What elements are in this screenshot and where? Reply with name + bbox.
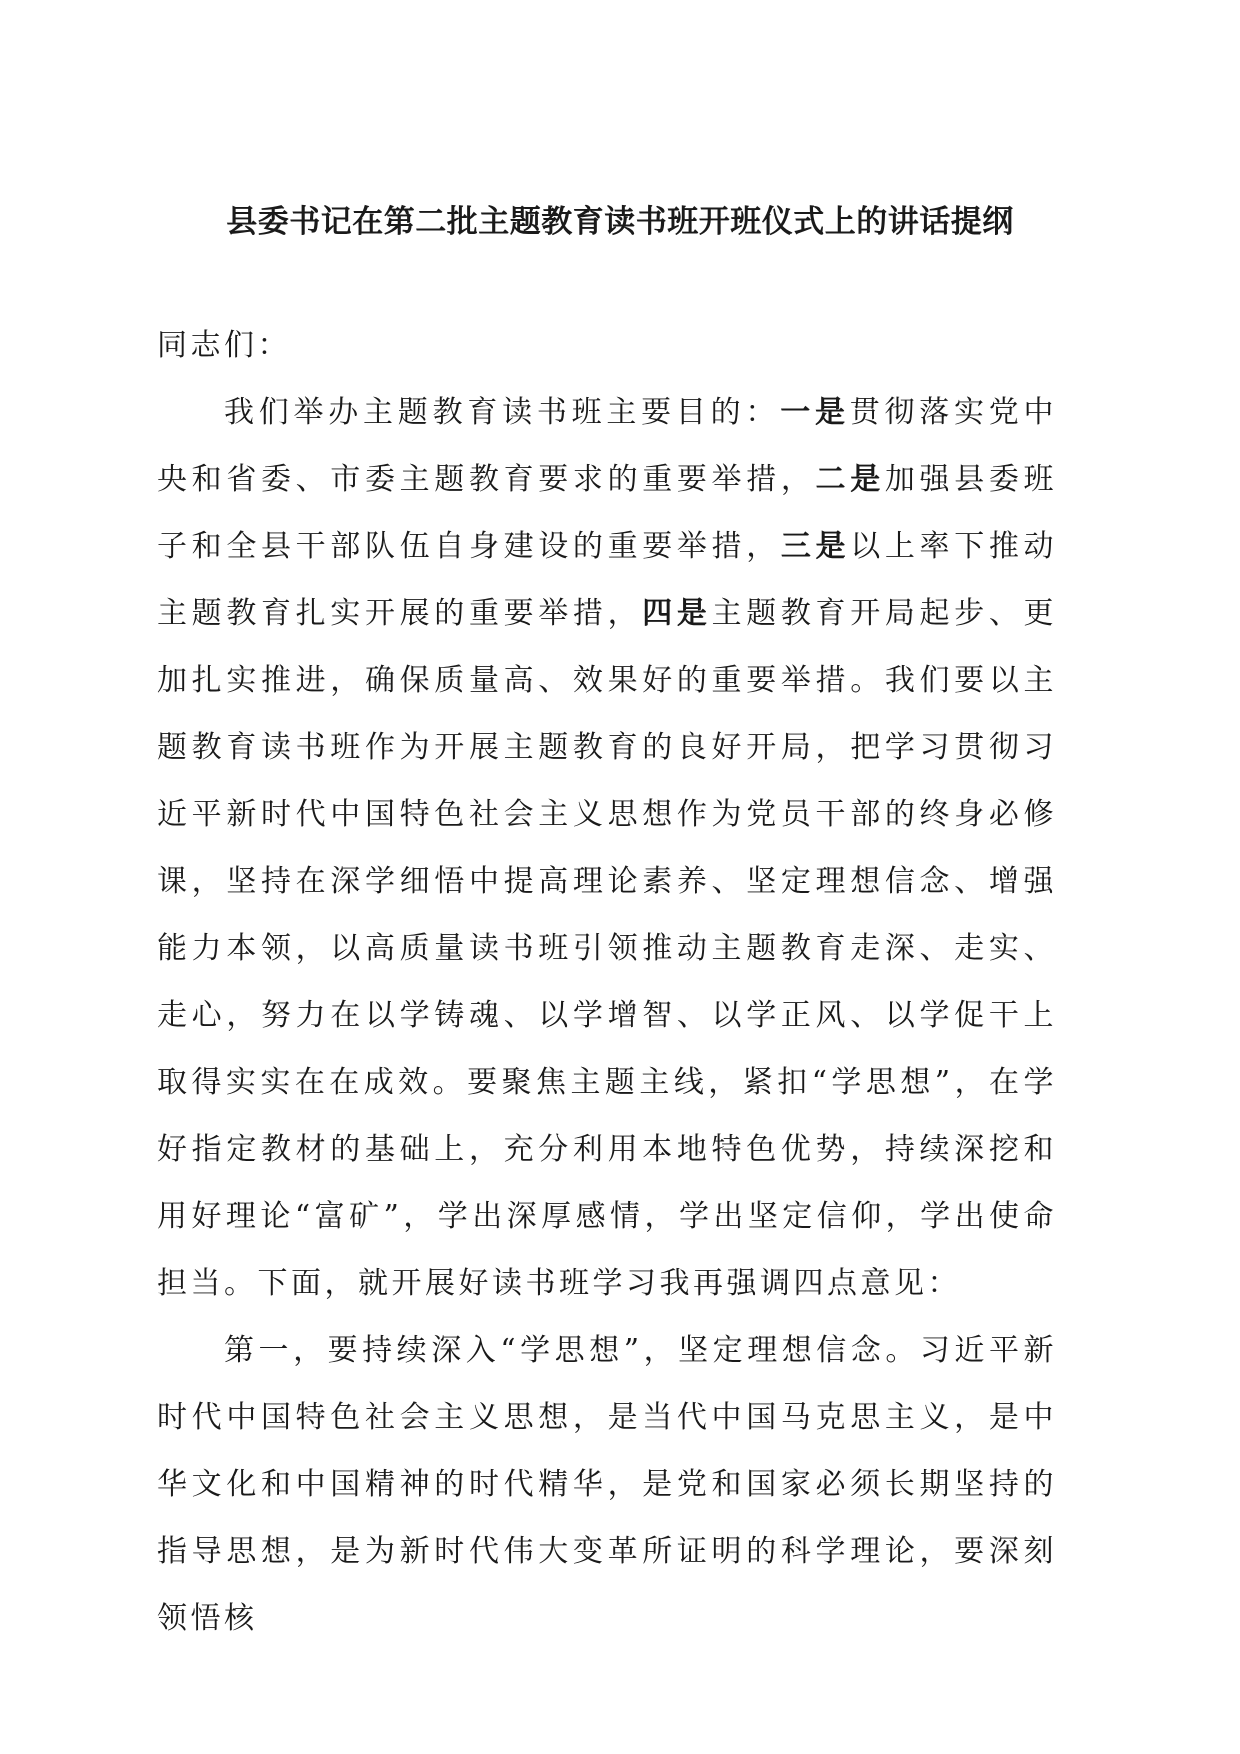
document-body [157,312,1057,1652]
purpose-first: 贯彻落实党中央和省委、市委主题教育要求的重要举措， [157,395,1058,497]
keyword-fourth: 四是 [642,596,712,631]
keyword-third: 三是 [780,529,851,564]
purpose-third: 以上率下推动主题教育扎实开展的重要举措， [157,529,1058,631]
paragraph-lead: 我们举办主题教育读书班主要目的： [224,395,781,430]
paragraph-point-one: 第一，要持续深入“学思想”，坚定理想信念。习近平新时代中国特色社会主义思想，是当代中国马克思主义，是中华文化和中国精神的时代精华，是党和国家必须长期坚持的指导思想，是为新时代伟大变革所证明的科学理论，要深刻领悟核 [157,1333,1057,1636]
document-title: 县委书记在第二批主题教育读书班开班仪式上的讲话提纲 [226,204,1014,240]
purpose-second: 加强县委班子和全县干部队伍自身建设的重要举措， [157,462,1058,564]
salutation: 同志们： [157,328,291,363]
purpose-fourth: 主题教育开局起步、更加扎实推进，确保质量高、效果好的重要举措。我们要以主题教育读书班作为开展主题教育的良好开局，把学习贯彻习近平新时代中国特色社会主义思想作为党员干部的终身必修课，坚持在深学细悟中提高理论素养、坚定理想信念、增强能力本领，以高质量读书班引领推动主题教育走深、走实、走心，努力在以学铸魂、以学增智、以学正风、以学促干上取得实实在在成效。要聚焦主题主线，紧扣“学思想”，在学好指定教材的基础上，充分利用本地特色优势，持续深挖和用好理论“富矿”，学出深厚感情，学出坚定信仰，学出使命担当。下面，就开展好读书班学习我再强调四点意见： [157,596,1058,1301]
keyword-second: 二是 [815,462,885,497]
keyword-first: 一是 [780,395,850,430]
paragraph-purposes [157,379,1057,1317]
